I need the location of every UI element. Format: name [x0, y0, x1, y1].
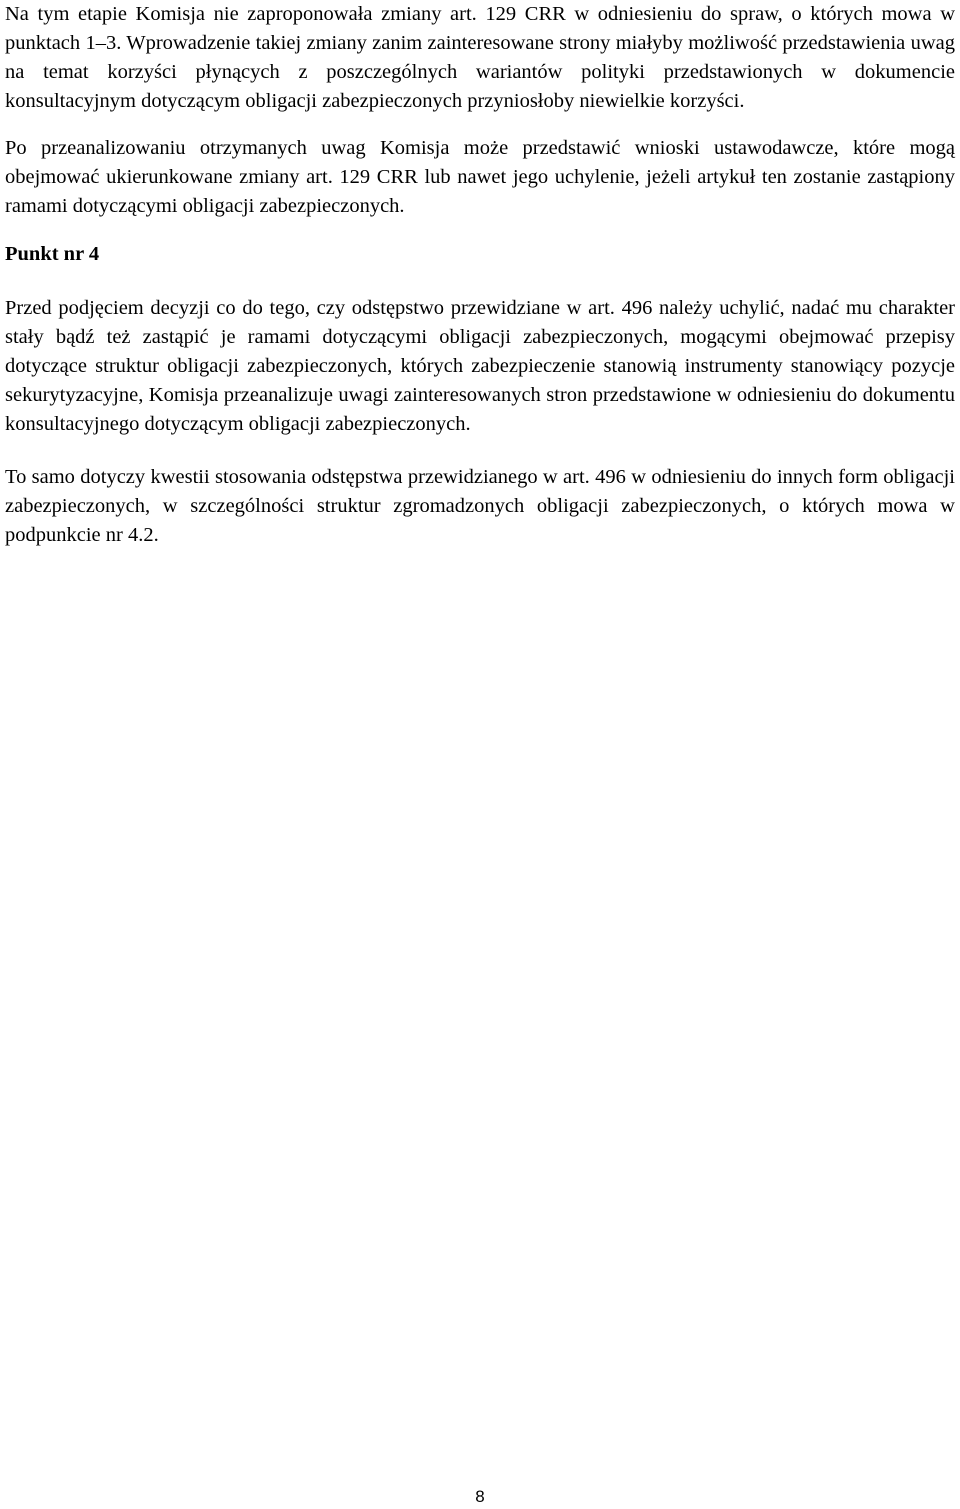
paragraph-analysis: Po przeanalizowaniu otrzymanych uwag Komisja może przedstawić wnioski ustawodawcze, które mogą obejmować ukierunkowane zmiany art. 129 CRR lub nawet jego uchylenie, jeżeli artykuł ten zostanie zastąpiony ramami dotyczącymi obligacji zabezpieczonych.	[5, 137, 955, 217]
paragraph-intro: Na tym etapie Komisja nie zaproponowała zmiany art. 129 CRR w odniesieniu do spraw, o których mowa w punktach 1–3. Wprowadzenie takiej zmiany zanim zainteresowane strony miałyby możliwość przedstawienia uwag na temat korzyści płynących z poszczególnych wariantów polityki przedstawionych w dokumencie konsultacyjnym dotyczącym obligacji zabezpieczonych przyniosłoby niewielkie korzyści.	[5, 3, 955, 112]
section-heading: Punkt nr 4	[5, 243, 100, 265]
paragraph-derogation: Przed podjęciem decyzji co do tego, czy odstępstwo przewidziane w art. 496 należy uchylić, nadać mu charakter stały bądź też zastąpić je ramami dotyczącymi obligacji zabezpieczonych, mogącymi obejmować przepisy dotyczące struktur obligacji zabezpieczonych, których zabezpieczenie stanowią instrumenty stanowiący pozycje sekurytyzacyjne, Komisja przeanalizuje uwagi zainteresowanych stron przedstawione w odniesieniu do dokumentu konsultacyjnego dotyczącym obligacji zabezpieczonych.	[5, 297, 955, 435]
paragraph-other-forms: To samo dotyczy kwestii stosowania odstępstwa przewidzianego w art. 496 w odniesieniu do innych form obligacji zabezpieczonych, w szczególności struktur zgromadzonych obligacji zabezpieczonych, o których mowa w podpunkcie nr 4.2.	[5, 466, 955, 546]
document-page	[5, 0, 955, 550]
page-number: 8	[475, 1487, 485, 1506]
